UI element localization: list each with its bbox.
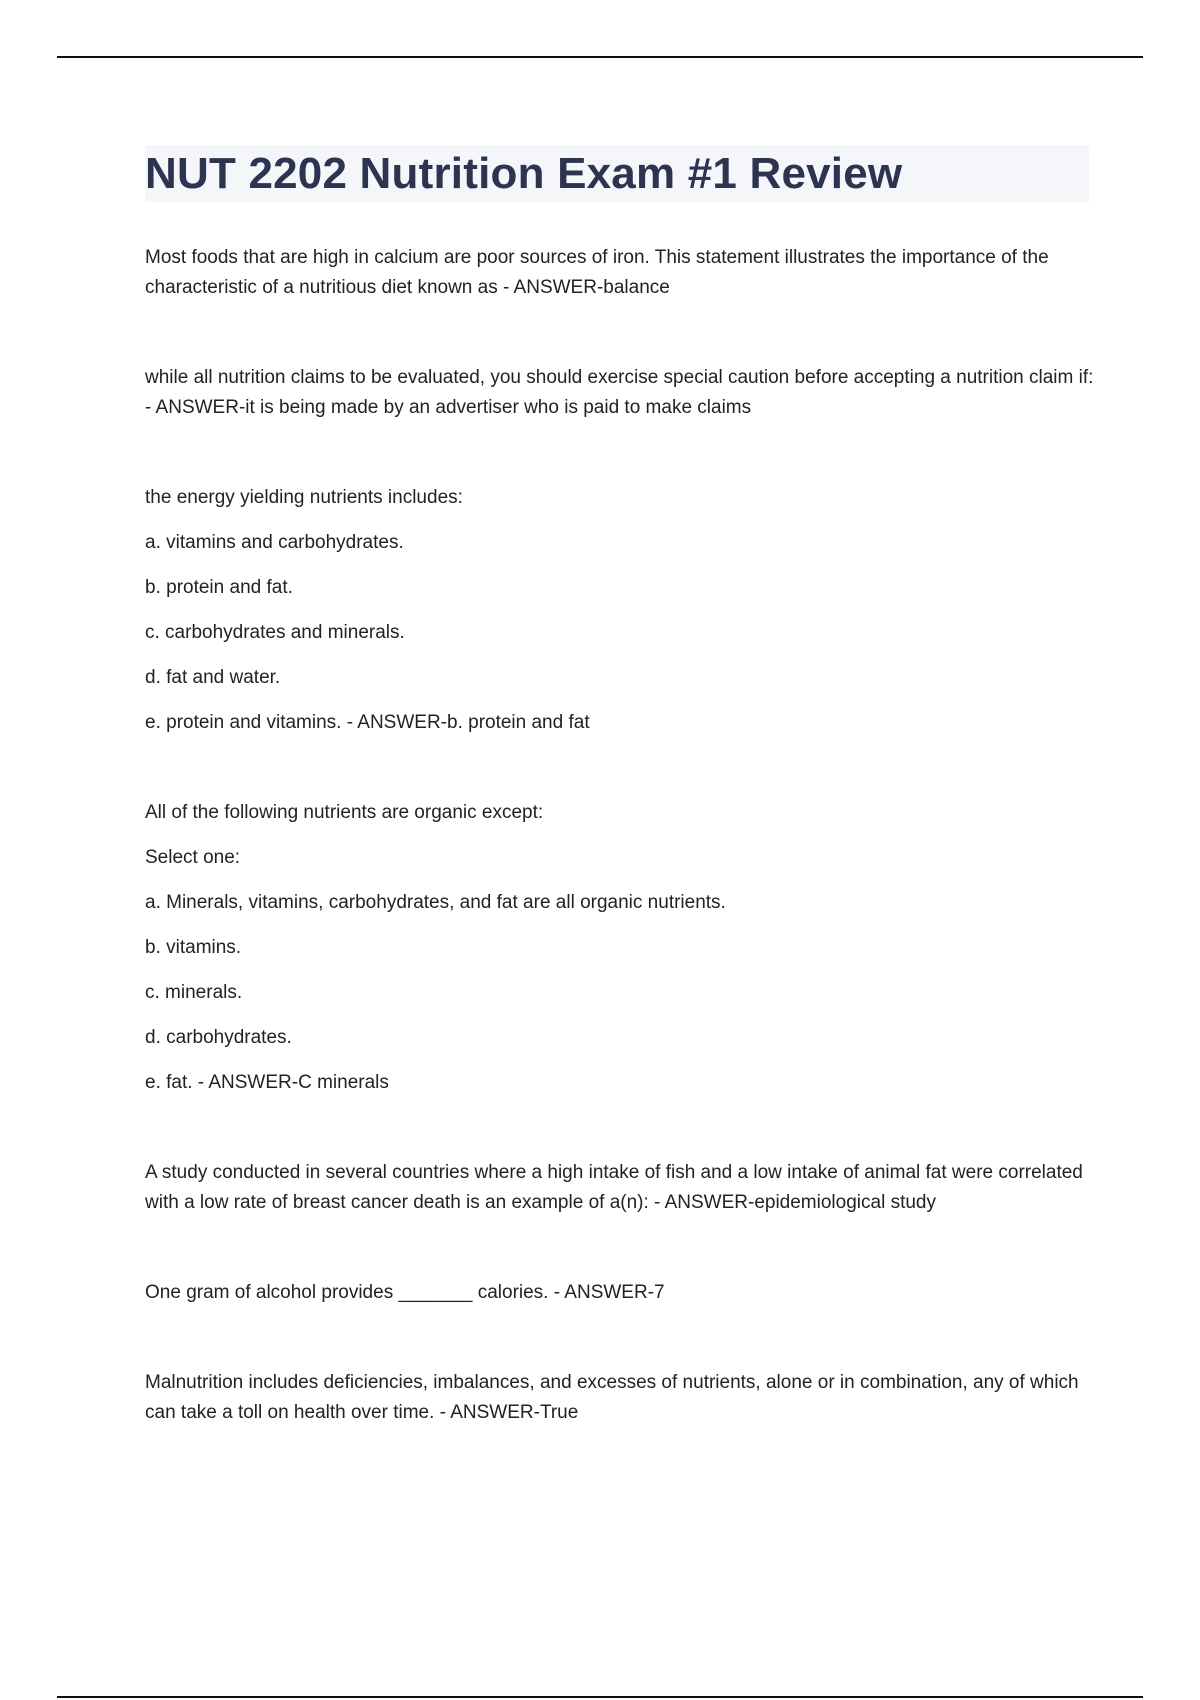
answer-option: d. fat and water. <box>145 667 281 688</box>
question-text: the energy yielding nutrients includes: <box>145 487 463 508</box>
answer-option: d. carbohydrates. <box>145 1027 292 1048</box>
question-text: Most foods that are high in calcium are poor sources of iron. This statement illustrates the importance of the characteristic of a nutritious diet known as - ANSWER-balance <box>145 247 1049 298</box>
answer-option: b. protein and fat. <box>145 577 293 598</box>
question-block-6 <box>145 1278 1095 1308</box>
question-block-4 <box>145 798 1095 1098</box>
answer-option: a. vitamins and carbohydrates. <box>145 532 404 553</box>
question-block-5 <box>145 1158 1095 1218</box>
question-block-7 <box>145 1368 1095 1428</box>
question-block-2 <box>145 363 1095 423</box>
document-body <box>145 243 1095 1488</box>
question-block-3 <box>145 483 1095 738</box>
answer-option: b. vitamins. <box>145 937 242 958</box>
answer-option: c. minerals. <box>145 982 243 1003</box>
answer-option: c. carbohydrates and minerals. <box>145 622 405 643</box>
question-text: A study conducted in several countries where a high intake of fish and a low intake of animal fat were correlated with a low rate of breast cancer death is an example of a(n): - ANSWER-epidemiological study <box>145 1162 1083 1213</box>
answer-option: a. Minerals, vitamins, carbohydrates, and fat are all organic nutrients. <box>145 892 726 913</box>
answer-option: e. fat. - ANSWER-C minerals <box>145 1072 389 1093</box>
question-text: One gram of alcohol provides _______ calories. - ANSWER-7 <box>145 1282 665 1303</box>
question-text: while all nutrition claims to be evaluated, you should exercise special caution before accepting a nutrition claim if: - ANSWER-it is being made by an advertiser who is paid to make claims <box>145 367 1094 418</box>
bottom-rule <box>57 1696 1143 1698</box>
top-rule <box>57 56 1143 58</box>
question-text: All of the following nutrients are organic except: <box>145 802 544 823</box>
question-text: Malnutrition includes deficiencies, imbalances, and excesses of nutrients, alone or in combination, any of which can take a toll on health over time. - ANSWER-True <box>145 1372 1079 1423</box>
question-instruction: Select one: <box>145 847 241 868</box>
question-block-1 <box>145 243 1095 303</box>
page-title: NUT 2202 Nutrition Exam #1 Review <box>145 149 903 198</box>
answer-option: e. protein and vitamins. - ANSWER-b. protein and fat <box>145 712 590 733</box>
